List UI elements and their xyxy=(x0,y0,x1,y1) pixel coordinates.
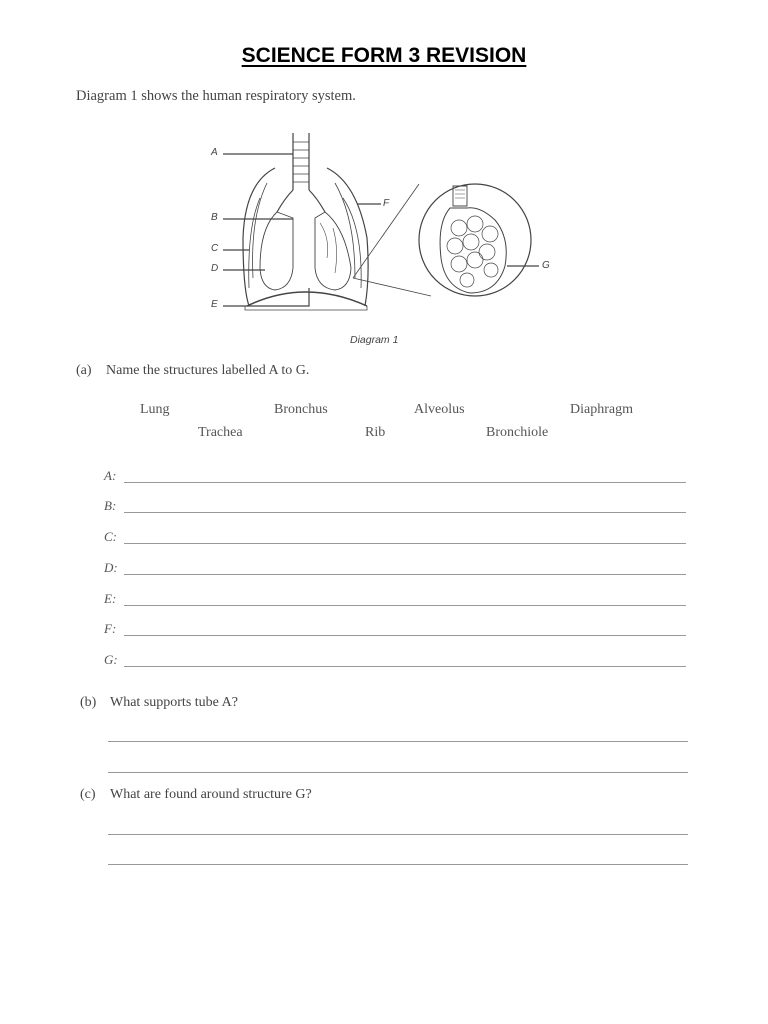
question-c xyxy=(80,787,312,803)
question-a xyxy=(76,363,309,379)
word-trachea: Trachea xyxy=(198,425,243,440)
label-b: B xyxy=(211,212,218,223)
answer-line[interactable] xyxy=(124,512,686,513)
answer-row-e[interactable] xyxy=(104,591,686,611)
answer-letter: F: xyxy=(104,621,117,636)
label-e: E xyxy=(211,299,218,310)
answer-line-c-2[interactable] xyxy=(108,864,688,865)
label-d: D xyxy=(211,263,219,274)
label-f: F xyxy=(383,198,390,209)
word-bronchus: Bronchus xyxy=(274,402,328,417)
word-bronchiole: Bronchiole xyxy=(486,425,549,440)
answer-letter: D: xyxy=(104,560,118,575)
answer-line-b-1[interactable] xyxy=(108,741,688,742)
answer-letter: B: xyxy=(104,498,117,513)
label-a: A xyxy=(211,147,218,158)
word-alveolus: Alveolus xyxy=(414,402,465,417)
respiratory-system-illustration xyxy=(205,128,575,358)
answer-letter: A: xyxy=(104,468,117,483)
diagram-caption: Diagram 1 xyxy=(350,334,399,346)
question-a-marker: (a) xyxy=(76,363,92,378)
answer-row-f[interactable] xyxy=(104,621,686,641)
respiratory-diagram xyxy=(205,128,575,358)
question-b-text: What supports tube A? xyxy=(110,695,238,710)
question-a-text: Name the structures labelled A to G. xyxy=(106,363,310,378)
intro-text: Diagram 1 shows the human respiratory system. xyxy=(76,88,356,104)
answer-row-g[interactable] xyxy=(104,652,686,672)
answer-row-b[interactable] xyxy=(104,498,686,518)
answer-letter: E: xyxy=(104,591,117,606)
answer-line[interactable] xyxy=(124,666,686,667)
question-b xyxy=(80,695,238,711)
word-diaphragm: Diaphragm xyxy=(570,402,633,417)
answer-row-a[interactable] xyxy=(104,468,686,488)
answer-row-c[interactable] xyxy=(104,529,686,549)
question-c-marker: (c) xyxy=(80,787,96,802)
answer-line[interactable] xyxy=(124,482,686,483)
label-g: G xyxy=(542,260,550,271)
answer-line-c-1[interactable] xyxy=(108,834,688,835)
answer-line[interactable] xyxy=(124,605,686,606)
worksheet-title-text: SCIENCE FORM 3 REVISION xyxy=(241,44,527,67)
answer-line[interactable] xyxy=(124,635,686,636)
answer-line-b-2[interactable] xyxy=(108,772,688,773)
label-c: C xyxy=(211,243,219,254)
answer-letter: G: xyxy=(104,652,118,667)
question-b-marker: (b) xyxy=(80,695,97,710)
answer-line[interactable] xyxy=(124,574,686,575)
worksheet-title xyxy=(0,44,768,68)
question-c-text: What are found around structure G? xyxy=(110,787,312,802)
answer-row-d[interactable] xyxy=(104,560,686,580)
answer-letter: C: xyxy=(104,529,117,544)
answer-line[interactable] xyxy=(124,543,686,544)
word-lung: Lung xyxy=(140,402,170,417)
word-rib: Rib xyxy=(365,425,386,440)
